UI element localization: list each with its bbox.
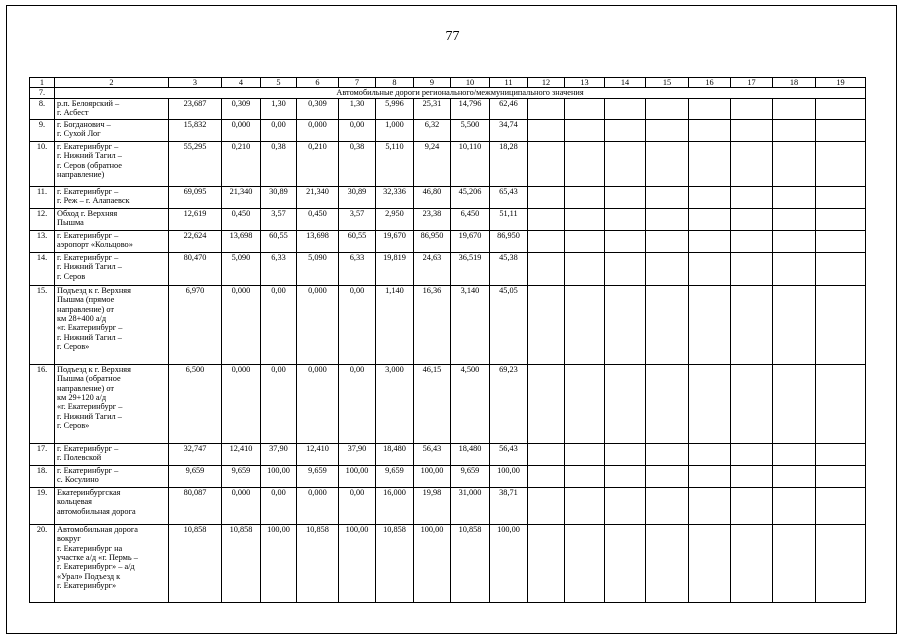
empty-cell: [528, 252, 565, 285]
value-cell: 100,00: [490, 524, 528, 602]
value-cell: 6,450: [451, 208, 490, 230]
row-number: 8.: [30, 98, 55, 119]
value-cell: 3,140: [451, 285, 490, 364]
value-cell: 10,858: [169, 524, 222, 602]
empty-cell: [528, 524, 565, 602]
value-cell: 55,295: [169, 141, 222, 186]
header-cell: 6: [297, 78, 339, 88]
header-cell: 13: [565, 78, 605, 88]
empty-cell: [646, 487, 689, 524]
header-cell: 5: [261, 78, 297, 88]
value-cell: 69,23: [490, 364, 528, 443]
road-name: г. Екатеринбург – г. Реж – г. Алапаевск: [55, 186, 169, 208]
table-row: [30, 465, 866, 487]
empty-cell: [565, 364, 605, 443]
empty-cell: [605, 186, 646, 208]
empty-cell: [816, 524, 866, 602]
empty-cell: [565, 285, 605, 364]
empty-cell: [528, 208, 565, 230]
value-cell: 56,43: [414, 443, 451, 465]
value-cell: 5,090: [222, 252, 261, 285]
row-number: 17.: [30, 443, 55, 465]
value-cell: 0,00: [339, 487, 376, 524]
empty-cell: [816, 186, 866, 208]
empty-cell: [773, 208, 816, 230]
empty-cell: [773, 98, 816, 119]
row-number: 9.: [30, 119, 55, 141]
value-cell: 5,090: [297, 252, 339, 285]
header-row: [30, 78, 866, 88]
header-cell: 17: [731, 78, 773, 88]
value-cell: 10,858: [297, 524, 339, 602]
empty-cell: [816, 208, 866, 230]
value-cell: 24,63: [414, 252, 451, 285]
value-cell: 9,659: [297, 465, 339, 487]
value-cell: 100,00: [490, 465, 528, 487]
empty-cell: [816, 141, 866, 186]
empty-cell: [565, 465, 605, 487]
value-cell: 0,000: [297, 487, 339, 524]
value-cell: 0,00: [339, 285, 376, 364]
value-cell: 51,11: [490, 208, 528, 230]
empty-cell: [646, 252, 689, 285]
value-cell: 100,00: [414, 465, 451, 487]
row-number: 12.: [30, 208, 55, 230]
header-cell: 18: [773, 78, 816, 88]
row-number: 16.: [30, 364, 55, 443]
value-cell: 3,57: [261, 208, 297, 230]
empty-cell: [605, 465, 646, 487]
data-table: [29, 77, 866, 603]
empty-cell: [646, 443, 689, 465]
header-cell: 1: [30, 78, 55, 88]
value-cell: 9,659: [451, 465, 490, 487]
empty-cell: [605, 364, 646, 443]
empty-cell: [646, 119, 689, 141]
road-name: Подъезд к г. Верхняя Пышма (обратное направление) от км 29+120 а/д «г. Екатеринбург – г. Нижний Тагил – г. Серов»: [55, 364, 169, 443]
value-cell: 22,624: [169, 230, 222, 252]
value-cell: 19,819: [376, 252, 414, 285]
value-cell: 30,89: [339, 186, 376, 208]
empty-cell: [605, 119, 646, 141]
value-cell: 18,28: [490, 141, 528, 186]
empty-cell: [646, 141, 689, 186]
header-cell: 9: [414, 78, 451, 88]
value-cell: 0,00: [261, 364, 297, 443]
empty-cell: [773, 364, 816, 443]
section-row: [30, 88, 866, 98]
empty-cell: [731, 119, 773, 141]
value-cell: 86,950: [414, 230, 451, 252]
header-cell: 16: [689, 78, 731, 88]
empty-cell: [528, 119, 565, 141]
value-cell: 5,996: [376, 98, 414, 119]
empty-cell: [565, 141, 605, 186]
value-cell: 19,670: [451, 230, 490, 252]
value-cell: 21,340: [222, 186, 261, 208]
header-cell: 10: [451, 78, 490, 88]
empty-cell: [605, 524, 646, 602]
row-number: 18.: [30, 465, 55, 487]
table-row: [30, 141, 866, 186]
header-cell: 15: [646, 78, 689, 88]
value-cell: 69,095: [169, 186, 222, 208]
empty-cell: [731, 252, 773, 285]
value-cell: 0,00: [261, 119, 297, 141]
row-number: 20.: [30, 524, 55, 602]
row-number: 14.: [30, 252, 55, 285]
road-name: г. Екатеринбург – г. Нижний Тагил – г. Серов: [55, 252, 169, 285]
table-row: [30, 208, 866, 230]
value-cell: 6,500: [169, 364, 222, 443]
road-name: Автомобильная дорога вокруг г. Екатеринбург на участке а/д «г. Пермь – г. Екатеринбург» – а/д «Урал» Подъезд к г. Екатеринбург»: [55, 524, 169, 602]
value-cell: 0,38: [339, 141, 376, 186]
value-cell: 0,00: [261, 285, 297, 364]
empty-cell: [646, 230, 689, 252]
empty-cell: [528, 443, 565, 465]
value-cell: 30,89: [261, 186, 297, 208]
value-cell: 0,000: [297, 119, 339, 141]
empty-cell: [731, 186, 773, 208]
empty-cell: [646, 186, 689, 208]
value-cell: 2,950: [376, 208, 414, 230]
value-cell: 0,00: [339, 364, 376, 443]
value-cell: 19,670: [376, 230, 414, 252]
value-cell: 3,000: [376, 364, 414, 443]
table-row: [30, 285, 866, 364]
empty-cell: [816, 487, 866, 524]
empty-cell: [731, 443, 773, 465]
empty-cell: [565, 98, 605, 119]
empty-cell: [565, 208, 605, 230]
value-cell: 6,33: [261, 252, 297, 285]
empty-cell: [528, 285, 565, 364]
header-cell: 19: [816, 78, 866, 88]
row-number: 10.: [30, 141, 55, 186]
empty-cell: [605, 230, 646, 252]
empty-cell: [605, 98, 646, 119]
table-row: [30, 487, 866, 524]
value-cell: 18,480: [451, 443, 490, 465]
empty-cell: [528, 364, 565, 443]
empty-cell: [816, 285, 866, 364]
value-cell: 37,90: [261, 443, 297, 465]
value-cell: 12,410: [222, 443, 261, 465]
value-cell: 10,858: [451, 524, 490, 602]
value-cell: 23,38: [414, 208, 451, 230]
empty-cell: [605, 443, 646, 465]
value-cell: 60,55: [339, 230, 376, 252]
empty-cell: [528, 487, 565, 524]
value-cell: 100,00: [339, 524, 376, 602]
value-cell: 36,519: [451, 252, 490, 285]
value-cell: 100,00: [414, 524, 451, 602]
value-cell: 15,832: [169, 119, 222, 141]
empty-cell: [689, 141, 731, 186]
value-cell: 1,30: [261, 98, 297, 119]
empty-cell: [816, 364, 866, 443]
value-cell: 0,00: [261, 487, 297, 524]
value-cell: 12,619: [169, 208, 222, 230]
value-cell: 100,00: [261, 524, 297, 602]
row-number: 13.: [30, 230, 55, 252]
header-cell: 11: [490, 78, 528, 88]
row-number: 15.: [30, 285, 55, 364]
empty-cell: [773, 524, 816, 602]
road-name: Подъезд к г. Верхняя Пышма (прямое направление) от км 28+400 а/д «г. Екатеринбург – г. Нижний Тагил – г. Серов»: [55, 285, 169, 364]
table-row: [30, 230, 866, 252]
value-cell: 0,000: [222, 119, 261, 141]
value-cell: 0,38: [261, 141, 297, 186]
empty-cell: [731, 524, 773, 602]
table-row: [30, 186, 866, 208]
empty-cell: [689, 487, 731, 524]
value-cell: 34,74: [490, 119, 528, 141]
value-cell: 1,140: [376, 285, 414, 364]
empty-cell: [816, 443, 866, 465]
value-cell: 5,500: [451, 119, 490, 141]
road-name: г. Екатеринбург – г. Полевской: [55, 443, 169, 465]
value-cell: 9,24: [414, 141, 451, 186]
empty-cell: [605, 252, 646, 285]
empty-cell: [528, 230, 565, 252]
value-cell: 31,000: [451, 487, 490, 524]
empty-cell: [773, 252, 816, 285]
value-cell: 0,309: [297, 98, 339, 119]
value-cell: 10,858: [222, 524, 261, 602]
value-cell: 0,210: [222, 141, 261, 186]
value-cell: 13,698: [297, 230, 339, 252]
value-cell: 21,340: [297, 186, 339, 208]
empty-cell: [816, 252, 866, 285]
empty-cell: [773, 487, 816, 524]
value-cell: 25,31: [414, 98, 451, 119]
empty-cell: [731, 141, 773, 186]
empty-cell: [689, 208, 731, 230]
empty-cell: [689, 98, 731, 119]
value-cell: 100,00: [339, 465, 376, 487]
table-row: [30, 524, 866, 602]
empty-cell: [565, 524, 605, 602]
empty-cell: [689, 364, 731, 443]
table-row: [30, 98, 866, 119]
empty-cell: [816, 119, 866, 141]
value-cell: 10,110: [451, 141, 490, 186]
empty-cell: [731, 230, 773, 252]
value-cell: 86,950: [490, 230, 528, 252]
value-cell: 32,747: [169, 443, 222, 465]
value-cell: 14,796: [451, 98, 490, 119]
value-cell: 65,43: [490, 186, 528, 208]
empty-cell: [731, 285, 773, 364]
empty-cell: [689, 186, 731, 208]
value-cell: 5,110: [376, 141, 414, 186]
page-number: 77: [445, 29, 460, 44]
value-cell: 62,46: [490, 98, 528, 119]
header-cell: 12: [528, 78, 565, 88]
empty-cell: [689, 230, 731, 252]
value-cell: 3,57: [339, 208, 376, 230]
value-cell: 45,05: [490, 285, 528, 364]
value-cell: 56,43: [490, 443, 528, 465]
value-cell: 38,71: [490, 487, 528, 524]
value-cell: 45,38: [490, 252, 528, 285]
empty-cell: [605, 208, 646, 230]
value-cell: 18,480: [376, 443, 414, 465]
value-cell: 80,087: [169, 487, 222, 524]
value-cell: 80,470: [169, 252, 222, 285]
value-cell: 37,90: [339, 443, 376, 465]
empty-cell: [605, 141, 646, 186]
value-cell: 9,659: [376, 465, 414, 487]
value-cell: 4,500: [451, 364, 490, 443]
value-cell: 1,30: [339, 98, 376, 119]
road-name: Екатеринбургская кольцевая автомобильная дорога: [55, 487, 169, 524]
value-cell: 0,000: [222, 364, 261, 443]
empty-cell: [605, 487, 646, 524]
value-cell: 16,36: [414, 285, 451, 364]
value-cell: 10,858: [376, 524, 414, 602]
empty-cell: [528, 465, 565, 487]
value-cell: 16,000: [376, 487, 414, 524]
table-row: [30, 364, 866, 443]
header-cell: 7: [339, 78, 376, 88]
empty-cell: [773, 141, 816, 186]
row-number: 19.: [30, 487, 55, 524]
empty-cell: [565, 230, 605, 252]
road-name: г. Екатеринбург – с. Косулино: [55, 465, 169, 487]
header-cell: 4: [222, 78, 261, 88]
value-cell: 23,687: [169, 98, 222, 119]
row-number: 11.: [30, 186, 55, 208]
road-name: г. Екатеринбург – г. Нижний Тагил – г. Серов (обратное направление): [55, 141, 169, 186]
empty-cell: [773, 186, 816, 208]
empty-cell: [731, 364, 773, 443]
empty-cell: [565, 487, 605, 524]
empty-cell: [816, 230, 866, 252]
empty-cell: [646, 465, 689, 487]
value-cell: 0,000: [297, 364, 339, 443]
empty-cell: [689, 524, 731, 602]
value-cell: 45,206: [451, 186, 490, 208]
road-name: р.п. Белоярский – г. Асбест: [55, 98, 169, 119]
value-cell: 46,80: [414, 186, 451, 208]
empty-cell: [731, 208, 773, 230]
empty-cell: [689, 465, 731, 487]
table-row: [30, 252, 866, 285]
empty-cell: [816, 465, 866, 487]
table-row: [30, 119, 866, 141]
header-cell: 14: [605, 78, 646, 88]
empty-cell: [528, 141, 565, 186]
empty-cell: [646, 524, 689, 602]
value-cell: 6,970: [169, 285, 222, 364]
header-cell: 8: [376, 78, 414, 88]
empty-cell: [646, 98, 689, 119]
section-title: Автомобильные дороги регионального/межмуниципального значения: [55, 88, 866, 98]
value-cell: 0,000: [222, 487, 261, 524]
value-cell: 6,32: [414, 119, 451, 141]
empty-cell: [773, 119, 816, 141]
road-name: Обход г. Верхняя Пышма: [55, 208, 169, 230]
empty-cell: [689, 119, 731, 141]
value-cell: 1,000: [376, 119, 414, 141]
table-row: [30, 443, 866, 465]
empty-cell: [773, 443, 816, 465]
value-cell: 0,000: [222, 285, 261, 364]
empty-cell: [528, 186, 565, 208]
value-cell: 100,00: [261, 465, 297, 487]
empty-cell: [773, 230, 816, 252]
value-cell: 60,55: [261, 230, 297, 252]
header-cell: 3: [169, 78, 222, 88]
empty-cell: [565, 119, 605, 141]
value-cell: 0,309: [222, 98, 261, 119]
empty-cell: [689, 285, 731, 364]
header-cell: 2: [55, 78, 169, 88]
value-cell: 0,000: [297, 285, 339, 364]
empty-cell: [731, 98, 773, 119]
empty-cell: [565, 252, 605, 285]
value-cell: 0,450: [222, 208, 261, 230]
value-cell: 12,410: [297, 443, 339, 465]
empty-cell: [773, 285, 816, 364]
value-cell: 0,210: [297, 141, 339, 186]
empty-cell: [565, 186, 605, 208]
value-cell: 13,698: [222, 230, 261, 252]
empty-cell: [773, 465, 816, 487]
empty-cell: [528, 98, 565, 119]
empty-cell: [646, 208, 689, 230]
empty-cell: [646, 364, 689, 443]
empty-cell: [689, 252, 731, 285]
empty-cell: [565, 443, 605, 465]
empty-cell: [689, 443, 731, 465]
value-cell: 32,336: [376, 186, 414, 208]
value-cell: 9,659: [222, 465, 261, 487]
road-name: г. Богданович – г. Сухой Лог: [55, 119, 169, 141]
value-cell: 46,15: [414, 364, 451, 443]
section-number: 7.: [30, 88, 55, 98]
empty-cell: [731, 487, 773, 524]
empty-cell: [646, 285, 689, 364]
empty-cell: [605, 285, 646, 364]
value-cell: 0,450: [297, 208, 339, 230]
value-cell: 9,659: [169, 465, 222, 487]
empty-cell: [816, 98, 866, 119]
value-cell: 19,98: [414, 487, 451, 524]
road-name: г. Екатеринбург – аэропорт «Кольцово»: [55, 230, 169, 252]
empty-cell: [731, 465, 773, 487]
value-cell: 6,33: [339, 252, 376, 285]
value-cell: 0,00: [339, 119, 376, 141]
